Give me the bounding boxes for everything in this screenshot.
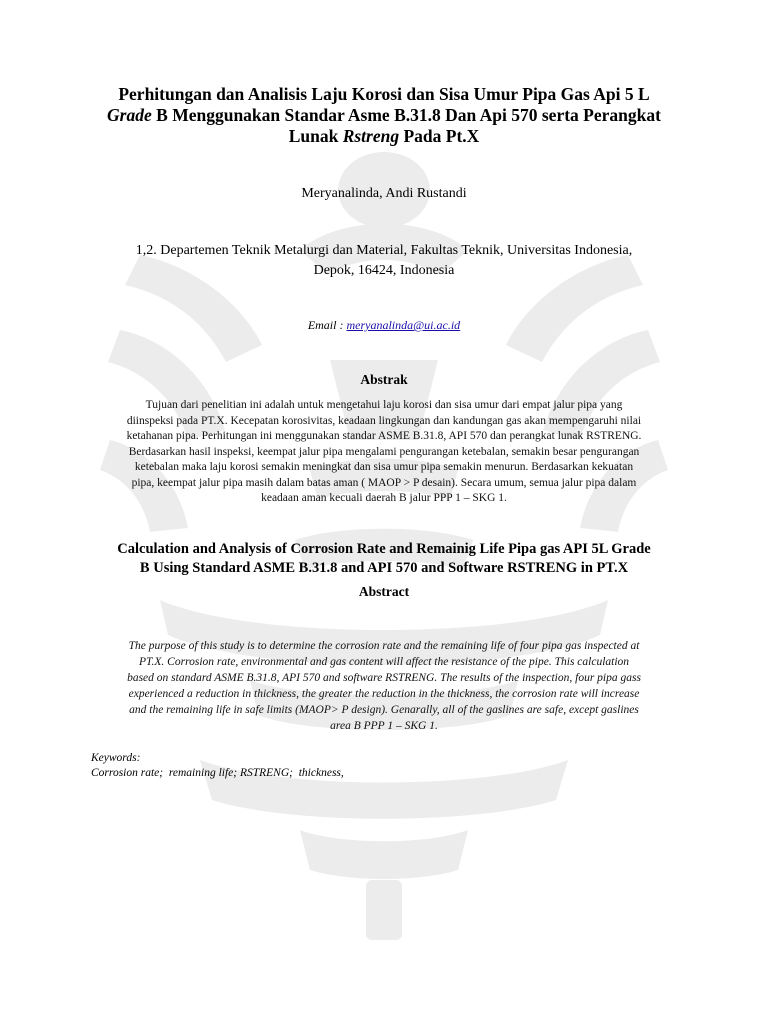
abstrak-line: Berdasarkan hasil inspeksi, keempat jalur pipa mengalami pengurangan ketebalan, semakin besar pengurangan — [128, 445, 640, 458]
affiliation-line-1: 1,2. Departemen Teknik Metalurgi dan Material, Fakultas Teknik, Universitas Indonesia, — [135, 243, 633, 258]
abstract-line: The purpose of this study is to determine the corrosion rate and the remaining life of four pipa gas inspected at — [128, 640, 640, 652]
abstract-line: experienced a reduction in thickness, the greater the reduction in the thickness, the corrosion rate will increase — [128, 688, 640, 700]
abstract-line: and the remaining life in safe limits (MAOP> P design). Genarally, all of the gaslines are safe, except gaslines — [129, 704, 639, 716]
email-line — [84, 318, 684, 333]
english-title-line-2: B Using Standard ASME B.31.8 and API 570 and Software RSTRENG in PT.X — [139, 560, 629, 576]
abstrak-line: diinspeksi pada PT.X. Kecepatan korosivitas, keadaan lingkungan dan kandungan gas akan mempengaruhi nilai — [126, 414, 642, 427]
paper-title-line-2 — [90, 105, 678, 126]
paper-title-line-1: Perhitungan dan Analisis Laju Korosi dan Sisa Umur Pipa Gas Api 5 L — [118, 84, 650, 104]
title-line-3-post: Pada Pt.X — [399, 126, 480, 146]
paper-title — [90, 84, 678, 147]
english-title-line-1: Calculation and Analysis of Corrosion Rate and Remainig Life Pipa gas API 5L Grade — [117, 541, 651, 557]
abstrak-line: Tujuan dari penelitian ini adalah untuk mengetahui laju korosi dan sisa umur dari empat jalur pipa yang — [145, 399, 623, 411]
keywords-text: Corrosion rate; remaining life; RSTRENG; thickness, — [91, 767, 344, 779]
affiliation — [84, 241, 684, 281]
email-label: Email : — [307, 318, 347, 332]
paper-title-line-3 — [90, 126, 678, 147]
title-rstreng-italic: Rstreng — [342, 126, 400, 146]
email-link[interactable]: meryanalinda@ui.ac.id — [346, 318, 461, 332]
abstrak-body — [88, 398, 680, 507]
title-grade-italic: Grade — [107, 105, 152, 125]
title-line-3-pre: Lunak — [288, 126, 343, 146]
abstract-line: area B PPP 1 – SKG 1. — [330, 720, 438, 732]
keywords-label: Keywords: — [91, 752, 141, 764]
abstrak-line: pipa, keempat jalur pipa masih dalam batas aman ( MAOP > P desain). Secara umum, semua jalur pipa dalam — [131, 476, 637, 489]
abstract-line: PT.X. Corrosion rate, environmental and gas content will affect the resistance of the pipe. This calculation — [138, 656, 630, 668]
abstract-heading: Abstract — [358, 584, 410, 599]
english-title — [84, 540, 684, 578]
authors: Meryanalinda, Andi Rustandi — [301, 186, 467, 201]
abstrak-line: ketahanan pipa. Perhitungan ini menggunakan standar ASME B.31.8, API 570 dan perangkat lunak RSTRENG. — [126, 430, 642, 442]
abstrak-line: ketebalan maka laju korosi semakin meningkat dan sisa umur pipa semakin menurun. Berdasarkan kekuatan — [134, 461, 634, 473]
abstrak-line: keadaan aman kecuali daerah B jalur PPP 1 – SKG 1. — [261, 492, 507, 504]
abstract-body — [88, 638, 680, 734]
abstract-line: based on standard ASME B.31.8, API 570 and software RSTRENG. The results of the inspection, four pipa gass — [127, 672, 641, 684]
affiliation-line-2: Depok, 16424, Indonesia — [313, 263, 455, 278]
abstrak-heading: Abstrak — [360, 372, 408, 387]
title-line-2-text: B Menggunakan Standar Asme B.31.8 Dan Api 570 serta Perangkat — [151, 105, 661, 125]
